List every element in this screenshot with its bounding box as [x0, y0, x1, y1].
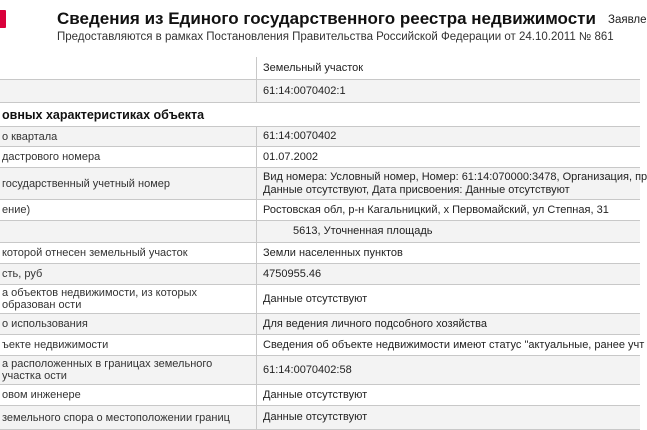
row-label	[0, 221, 257, 242]
row-value: 61:14:0070402:1	[263, 84, 346, 97]
row-label: о использования	[0, 314, 257, 334]
row-label: сть, руб	[0, 264, 257, 284]
statement-link[interactable]: Заявле	[608, 14, 647, 26]
table-row-cadastral-number	[0, 80, 640, 103]
table-row-object-type	[0, 57, 640, 80]
table-row	[0, 356, 640, 385]
row-label: ъекте недвижимости	[0, 335, 257, 355]
row-label: о квартала	[0, 127, 257, 146]
table-row	[0, 406, 640, 430]
row-value: Вид номера: Условный номер, Номер: 61:14:070000:3478, Организация, пр Данные отсутствуют, Дата присвоения: Данные отсутствуют	[263, 170, 647, 196]
row-value: Сведения об объекте недвижимости имеют статус "актуальные, ранее учт	[263, 338, 645, 351]
row-value: Земельный участок	[263, 61, 364, 74]
object-info-table	[0, 57, 647, 430]
row-label: овом инженере	[0, 385, 257, 405]
row-value: 01.07.2002	[263, 150, 319, 163]
table-row	[0, 385, 640, 406]
page-subtitle: Предоставляются в рамках Постановления Правительства Российской Федерации от 24.10.2011 № 861	[57, 31, 614, 43]
row-value: Ростовская обл, р-н Кагальницкий, х Первомайский, ул Степная, 31	[263, 203, 609, 216]
section-title: овных характеристиках объекта	[2, 107, 205, 122]
table-row	[0, 221, 640, 243]
row-value: 4750955.46	[263, 267, 322, 280]
row-value: Данные отсутствуют	[263, 411, 368, 423]
row-label	[0, 80, 257, 102]
row-value: Земли населенных пунктов	[263, 246, 403, 259]
row-value: Для ведения личного подсобного хозяйства	[263, 317, 487, 330]
row-value: Данные отсутствуют	[263, 388, 368, 401]
row-label: которой отнесен земельный участок	[0, 243, 257, 263]
table-row	[0, 147, 640, 168]
table-row	[0, 127, 640, 147]
table-row	[0, 264, 640, 285]
table-row	[0, 314, 640, 335]
table-row	[0, 200, 640, 221]
row-value: 61:14:0070402:58	[263, 363, 352, 376]
row-label	[0, 57, 257, 79]
table-row	[0, 335, 645, 356]
row-label: а объектов недвижимости, из которых образован ости	[0, 285, 257, 313]
row-label: земельного спора о местоположении границ	[0, 406, 257, 429]
row-value: 5613, Уточненная площадь	[293, 225, 433, 237]
row-value: 61:14:0070402	[263, 130, 337, 142]
row-label: государственный учетный номер	[0, 168, 257, 199]
section-header	[0, 103, 640, 127]
page-title: Сведения из Единого государственного реестра недвижимости	[57, 9, 596, 28]
row-label: дастрового номера	[0, 147, 257, 167]
row-label: а расположенных в границах земельного участка ости	[0, 356, 257, 384]
rosreestr-logo-mark	[0, 10, 6, 28]
row-value: Данные отсутствуют	[263, 292, 368, 305]
row-label: ение)	[0, 200, 257, 220]
table-row	[0, 285, 640, 314]
table-row	[0, 243, 640, 264]
table-row	[0, 168, 647, 200]
